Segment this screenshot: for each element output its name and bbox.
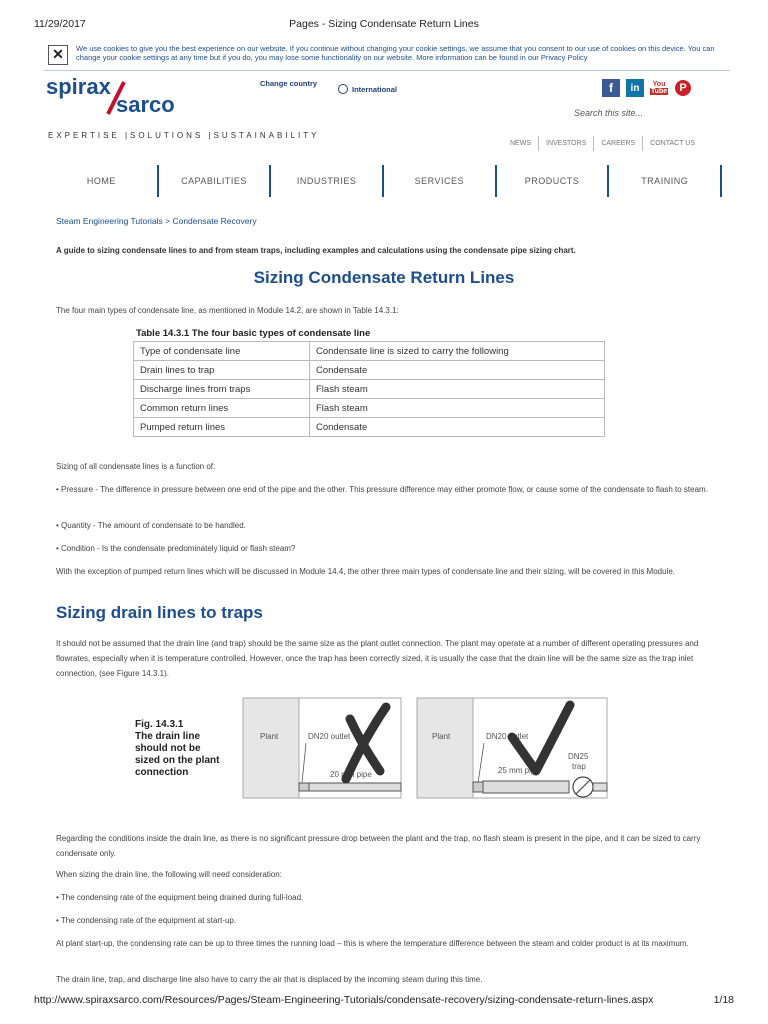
section-heading: Sizing drain lines to traps — [56, 603, 263, 622]
nav-products[interactable]: PRODUCTS — [497, 165, 610, 197]
top-links — [504, 136, 702, 151]
nav-home[interactable]: HOME — [46, 165, 159, 197]
left-pipe-label: 20 mm pipe — [330, 770, 372, 779]
para-air: The drain line, trap, and discharge line also have to carry the air that is displaced by the incoming steam during this time. — [56, 975, 483, 984]
trap-size-label: DN25 — [568, 752, 589, 761]
nav-training[interactable]: TRAINING — [609, 165, 722, 197]
youtube-icon[interactable] — [650, 79, 668, 97]
nav-capabilities[interactable]: CAPABILITIES — [159, 165, 272, 197]
print-header — [34, 18, 734, 30]
facebook-icon[interactable]: f — [602, 79, 620, 97]
globe-icon — [338, 84, 348, 94]
logo-top-text: spirax — [46, 76, 111, 99]
print-page-number: 1/18 — [713, 994, 734, 1006]
search-input[interactable]: Search this site... — [574, 108, 644, 118]
spirax-sarco-logo[interactable] — [46, 76, 206, 116]
table-cell: Common return lines — [134, 399, 310, 418]
intro-text: A guide to sizing condensate lines to and from steam traps, including examples and calculations using the condensate pipe sizing chart. — [56, 246, 576, 255]
left-outlet-label: DN20 outlet — [308, 732, 351, 741]
para-exception: With the exception of pumped return lines which will be discussed in Module 14.4, the other three main types of condensate line and their sizing, will be covered in this Module. — [56, 567, 676, 576]
pinterest-icon[interactable] — [674, 79, 692, 97]
international-label: International — [352, 84, 398, 94]
print-date: 11/29/2017 — [34, 18, 86, 30]
condensate-types-table — [133, 341, 605, 437]
pinterest-glyph: P — [675, 80, 691, 96]
youtube-bottom: Tube — [650, 88, 668, 95]
table-cell: Flash steam — [310, 399, 605, 418]
bullet-pressure: • Pressure - The difference in pressure between one end of the pipe and the other. This pressure difference may either promote flow, or cause some of the condensate to flash to steam. — [56, 485, 708, 494]
nav-industries[interactable]: INDUSTRIES — [271, 165, 384, 197]
para-consideration: When sizing the drain line, the following will need consideration: — [56, 870, 282, 879]
table-cell: Condensate — [310, 361, 605, 380]
table-header-row — [134, 342, 605, 361]
fig-caption-line: The drain line — [135, 731, 201, 742]
tagline: EXPERTISE |SOLUTIONS |SUSTAINABILITY — [48, 131, 320, 140]
table-cell: Discharge lines from traps — [134, 380, 310, 399]
bullet-condition: • Condition - Is the condensate predominately liquid or flash steam? — [56, 544, 296, 553]
print-title: Pages - Sizing Condensate Return Lines — [289, 18, 479, 30]
left-plant — [243, 698, 299, 798]
right-pipe-label: 25 mm pipe — [498, 766, 540, 775]
table-row — [134, 361, 605, 380]
print-url: http://www.spiraxsarco.com/Resources/Pages/Steam-Engineering-Tutorials/condensate-recovery/sizing-condensate-return-lines.aspx — [34, 994, 654, 1006]
left-plant-label: Plant — [260, 732, 279, 741]
international-link[interactable] — [338, 84, 397, 94]
fig-caption-line: connection — [135, 767, 189, 778]
trap-label: trap — [572, 762, 586, 771]
para-start-up: At plant start-up, the condensing rate can be up to three times the running load – this is where the temperature difference between the steam and colder product is at its maximum. — [56, 939, 689, 948]
toplink-news[interactable]: NEWS — [510, 140, 531, 147]
toplink-investors[interactable]: INVESTORS — [538, 136, 593, 151]
table-row — [134, 380, 605, 399]
left-pipe — [309, 783, 401, 791]
para-sizing: Sizing of all condensate lines is a function of: — [56, 462, 216, 471]
right-pipe — [483, 781, 569, 793]
para-drain-lines: It should not be assumed that the drain line (and trap) should be the same size as the plant outlet connection. The plant may operate at a number of different operating pressures and flowrates, especially when it is temperature controlled. However, once the trap has been correctly sized, it is usually the case that the drain line will be the same size as the trap inlet connection, (see Figure 14.3.1). — [56, 639, 699, 678]
bullet-start-up: • The condensing rate of the equipment at start-up. — [56, 916, 237, 925]
right-outlet-label: DN20 outlet — [486, 732, 529, 741]
table-cell: Drain lines to trap — [134, 361, 310, 380]
table-row — [134, 418, 605, 437]
table-header-cell: Type of condensate line — [134, 342, 310, 361]
fig-caption-line: Fig. 14.3.1 — [135, 719, 184, 730]
page-title: Sizing Condensate Return Lines — [253, 268, 515, 287]
change-country-link[interactable]: Change country — [260, 79, 318, 88]
trap-outlet — [593, 783, 607, 791]
table-cell: Condensate — [310, 418, 605, 437]
bullet-full-load: • The condensing rate of the equipment being drained during full-load. — [56, 893, 304, 902]
cookie-message: We use cookies to give you the best experience on our website. If you continue without changing your cookie settings, we assume that you consent to our use of cookies on this device. You can change your cookie settings at any time but if you do, you may lose some functionality on our website. More information can be found in our Privacy Policy — [76, 44, 715, 62]
table-cell: Pumped return lines — [134, 418, 310, 437]
table-cell: Flash steam — [310, 380, 605, 399]
table-row — [134, 399, 605, 418]
logo-bottom-text: sarco — [116, 92, 175, 116]
close-cookie-button[interactable]: ✕ — [48, 45, 68, 65]
nav-services[interactable]: SERVICES — [384, 165, 497, 197]
cookie-banner — [44, 40, 730, 71]
bullet-quantity: • Quantity - The amount of condensate to be handled. — [56, 521, 246, 530]
fig-caption-line: should not be — [135, 743, 201, 754]
toplink-careers[interactable]: CAREERS — [593, 136, 642, 151]
youtube-top: You — [652, 81, 666, 88]
main-nav — [46, 165, 722, 197]
para-conditions: Regarding the conditions inside the drain line, as there is no significant pressure drop between the plant and the trap, no flash steam is present in the pipe, and it can be sized to carry condensate only. — [56, 834, 701, 858]
social-links — [602, 79, 692, 97]
breadcrumb[interactable]: Steam Engineering Tutorials > Condensate Recovery — [56, 216, 257, 226]
para-types: The four main types of condensate line, as mentioned in Module 14.2, are shown in Table 14.3.1: — [56, 306, 399, 315]
right-plant — [417, 698, 473, 798]
toplink-contact[interactable]: CONTACT US — [642, 136, 702, 151]
linkedin-icon[interactable]: in — [626, 79, 644, 97]
fig-caption-line: sized on the plant — [135, 755, 220, 766]
right-flange — [473, 782, 483, 792]
right-plant-label: Plant — [432, 732, 451, 741]
drain-line-figure — [242, 697, 722, 799]
table-header-cell: Condensate line is sized to carry the following — [310, 342, 605, 361]
left-flange — [299, 783, 309, 791]
table-caption: Table 14.3.1 The four basic types of condensate line — [136, 328, 371, 339]
figure-caption — [135, 719, 219, 779]
